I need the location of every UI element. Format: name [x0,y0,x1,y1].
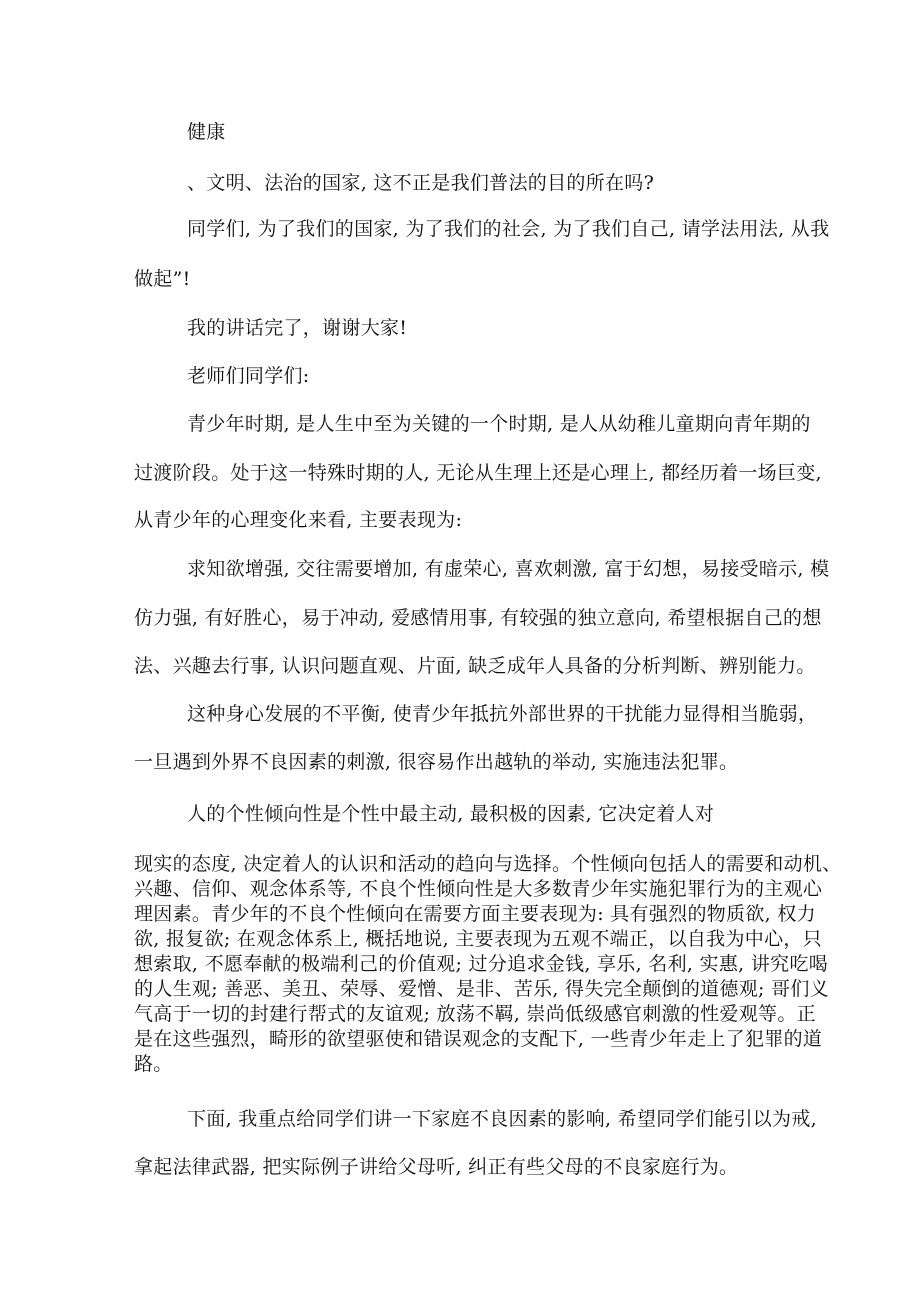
text-line: 路。 [134,1053,173,1075]
text-line: 老师们同学们: [187,365,310,387]
text-line: 欲, 报复欲; 在观念体系上, 概括地说, 主要表现为五观不端正，以自我为中心，只 [134,928,822,950]
text-line: 是在这些强烈，畸形的欲望驱使和错误观念的支配下, 一些青少年走上了犯罪的道 [134,1028,823,1050]
text-line: 的人生观; 善恶、美丑、荣辱、爱憎、是非、苦乐, 得失完全颠倒的道德观; 哥们义 [134,978,829,1000]
text-line: 做起”! [134,268,191,290]
text-line: 同学们, 为了我们的国家, 为了我们的社会, 为了我们自己, 请学法用法, 从我 [187,218,830,240]
text-line: 兴趣、信仰、观念体系等, 不良个性倾向性是大多数青少年实施犯罪行为的主观心 [134,878,823,900]
text-line: 法、兴趣去行事, 认识问题直观、片面, 缺乏成年人具备的分析判断、辨别能力。 [134,655,816,677]
text-line: 这种身心发展的不平衡, 使青少年抵抗外部世界的干扰能力显得相当脆弱， [187,703,818,725]
text-line: 气高于一切的封建行帮式的友谊观; 放荡不羁, 崇尚低级感官刺激的性爱观等。正 [134,1003,816,1025]
text-line: 求知欲增强, 交往需要增加, 有虚荣心, 喜欢刺激, 富于幻想，易接受暗示, 模 [187,558,830,580]
text-line: 下面, 我重点给同学们讲一下家庭不良因素的影响, 希望同学们能引以为戒, [187,1108,817,1130]
text-line: 仿力强, 有好胜心，易于冲动, 爱感情用事, 有较强的独立意向, 希望根据自己的想 [134,607,822,629]
text-line: 、文明、法治的国家, 这不正是我们普法的目的所在吗? [187,172,655,194]
text-line: 从青少年的心理变化来看, 主要表现为: [134,509,463,531]
text-line: 理因素。青少年的不良个性倾向在需要方面主要表现为: 具有强烈的物质欲, 权力 [134,903,816,925]
text-line: 一旦遇到外界不良因素的刺激, 很容易作出越轨的举动, 实施违法犯罪。 [134,751,739,773]
text-line: 想索取, 不愿奉献的极端利己的价值观; 过分追求金钱, 享乐, 名利, 实惠, 讲究吃喝 [134,953,829,975]
text-line: 青少年时期, 是人生中至为关键的一个时期, 是人从幼稚儿童期向青年期的 [187,413,811,435]
text-line: 人的个性倾向性是个性中最主动, 最积极的因素, 它决定着人对 [187,803,715,825]
text-line: 现实的态度, 决定着人的认识和活动的趋向与选择。个性倾向包括人的需要和动机、 [134,853,842,875]
text-line: 拿起法律武器, 把实际例子讲给父母听, 纠正有些父母的不良家庭行为。 [134,1156,739,1178]
text-line: 健康 [187,121,226,143]
text-line: 过渡阶段。处于这一特殊时期的人, 无论从生理上还是心理上, 都经历着一场巨变, [134,462,822,484]
text-line: 我的讲话完了，谢谢大家! [187,317,408,339]
